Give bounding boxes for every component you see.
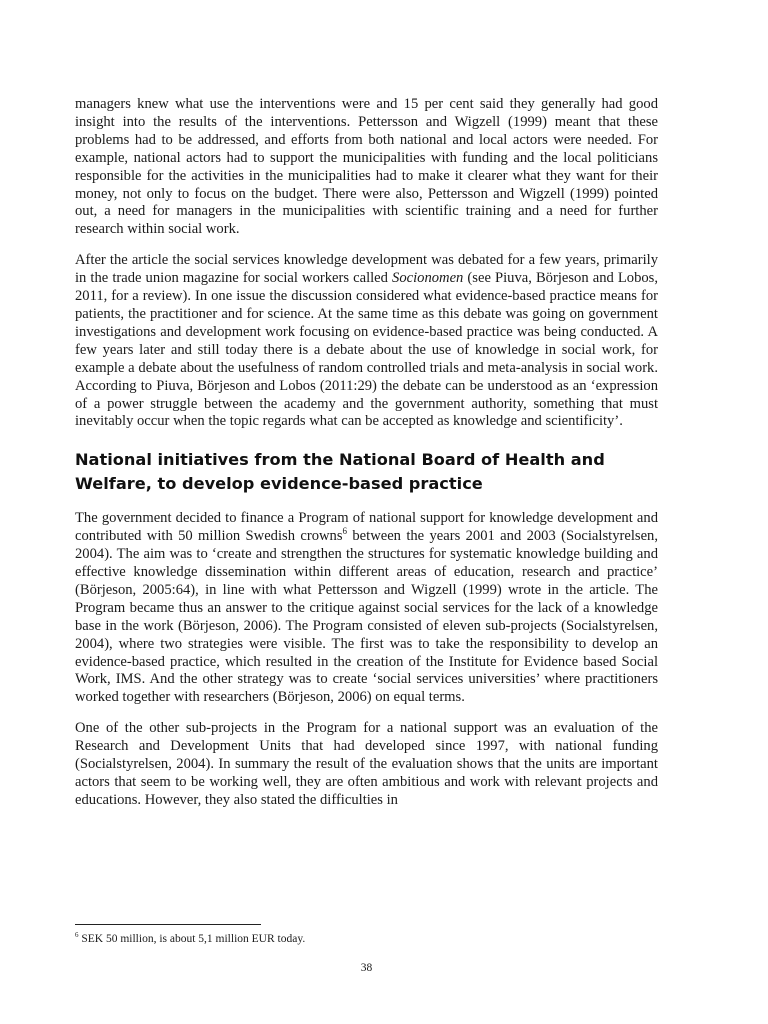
footnote	[75, 932, 658, 947]
footnote-marker: 6	[75, 931, 79, 940]
footnote-text: SEK 50 million, is about 5,1 million EUR today.	[78, 933, 306, 945]
page-number: 38	[360, 962, 373, 974]
paragraph-3	[75, 510, 658, 707]
paragraph-1: managers knew what use the interventions were and 15 per cent said they generally had good insight into the results of the interventions. Pettersson and Wigzell (1999) meant that these problems had to be addressed, and efforts from both national and local actors were needed. For example, national actors had to support the municipalities with funding and the local politicians responsible for the activities in the municipalities had to make it clearer what they want for their money, not only to focus on the budget. There were also, Pettersson and Wigzell (1999) pointed out, a need for managers in the municipalities with scientific training and a need for further research within social work.	[75, 96, 658, 238]
paragraph-2	[75, 252, 658, 431]
paragraph-2-start: After the article the social services knowledge development was debated for a few years, primarily in the trade union magazine for social workers called	[75, 252, 658, 287]
paragraph-3-start: The government decided to finance a Program of national support for knowledge development and contributed with 50 million Swedish crowns	[75, 510, 658, 545]
paragraph-2-rest: (see Piuva, Börjeson and Lobos, 2011, for a review). In one issue the discussion considered what evidence-based practice means for patients, the practitioner and for science. At the same time as this debate was going on government investigations and development work focusing on evidence-based practice was being conducted. A few years later and still today there is a debate about the use of knowledge in social work, for example a debate about the usefulness of random controlled trials and meta-analysis in social work. According to Piuva, Börjeson and Lobos (2011:29) the debate can be understood as an ‘expression of a power struggle between the academy and the government authority, something that must inevitably occur when the topic regards what can be accepted as knowledge and scientificity’.	[75, 270, 658, 430]
paragraph-3-rest: between the years 2001 and 2003 (Socialstyrelsen, 2004). The aim was to ‘create and strengthen the structures for systematic knowledge building and effective knowledge dissemination within different areas of education, research and practice’ (Börjeson, 2005:64), in line with what Pettersson and Wigzell (1999) wrote in the article. The Program became thus an answer to the critique against social services for the lack of a knowledge base in the work (Börjeson, 2006). The Program consisted of eleven sub-projects (Socialstyrelsen, 2004), where two strategies were visible. The first was to take the responsibility to develop an evidence-based practice, which resulted in the creation of the Institute for Evidence based Social Work, IMS. And the other strategy was to create ‘social services universities’ where practitioners worked together with researchers (Börjeson, 2006) on equal terms.	[75, 528, 658, 706]
paragraph-4: One of the other sub-projects in the Program for a national support was an evaluation of the Research and Development Units that had developed since 1997, with national funding (Socialstyrelsen, 2004). In summary the result of the evaluation shows that the units are important actors that seem to be working well, they are often ambitious and work with relevant projects and educations. However, they also stated the difficulties in	[75, 720, 658, 808]
footnote-divider	[75, 924, 261, 925]
body-text	[75, 96, 658, 823]
footnote-reference: 6	[342, 526, 348, 537]
magazine-title: Socionomen	[392, 270, 464, 287]
section-heading: National initiatives from the National Board of Health and Welfare, to develop evidence-based practice	[75, 450, 605, 494]
